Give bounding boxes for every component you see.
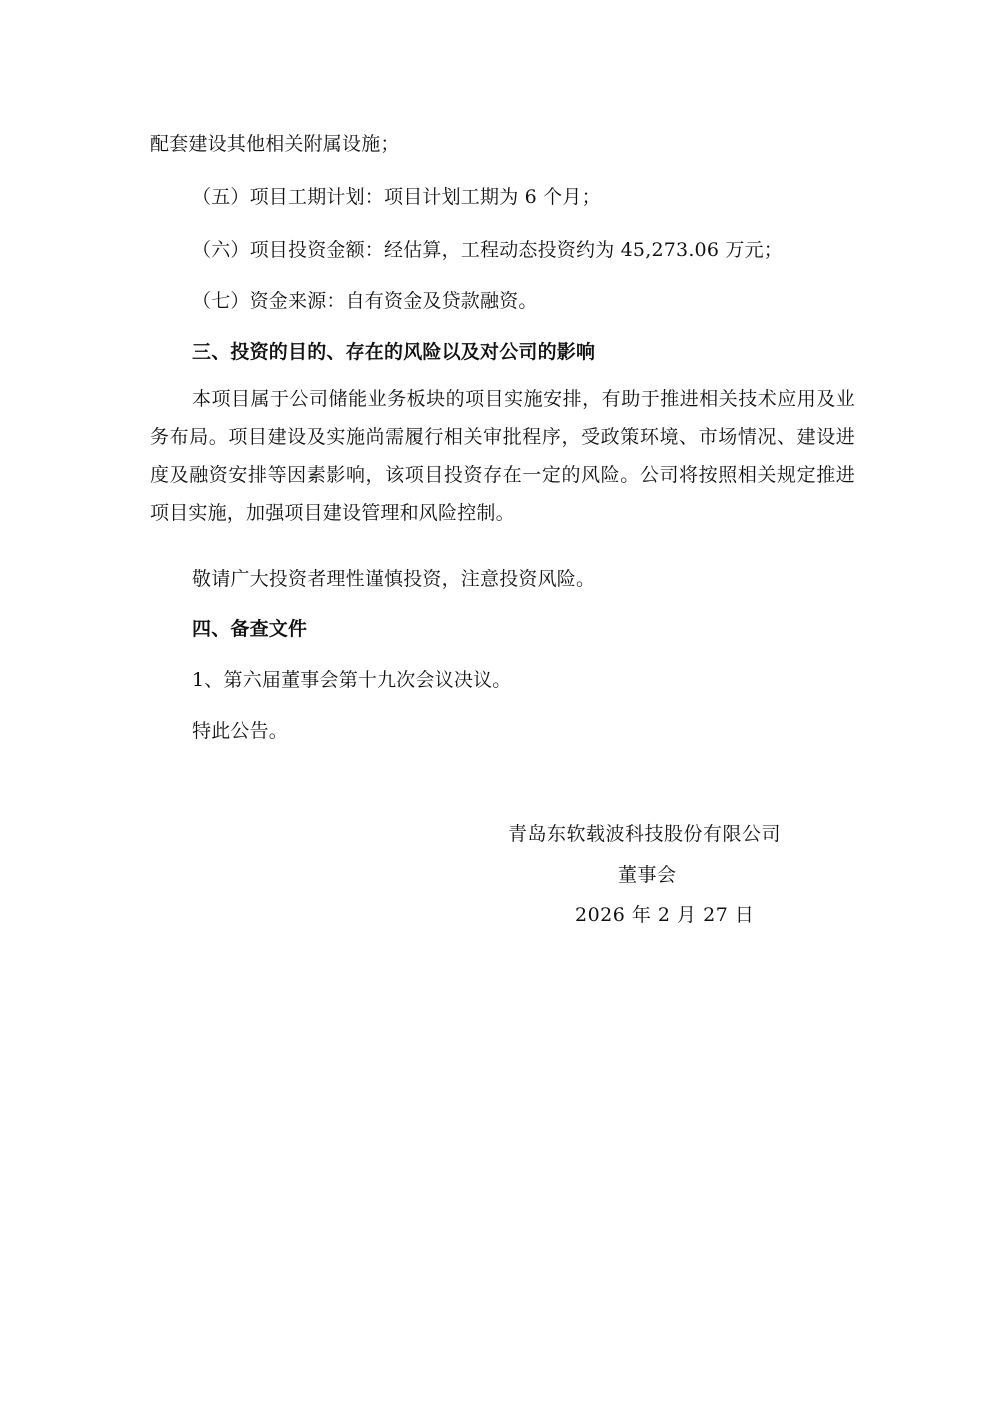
closing-statement: 特此公告。 xyxy=(192,720,289,742)
section-4-heading: 四、备查文件 xyxy=(192,618,308,640)
signature-board: 董事会 xyxy=(618,864,677,886)
continuation-line: 配套建设其他相关附属设施； xyxy=(150,133,400,155)
investor-notice: 敬请广大投资者理性谨慎投资，注意投资风险。 xyxy=(192,568,596,590)
item-funding-source: （七）资金来源：自有资金及贷款融资。 xyxy=(192,290,538,312)
section-3-paragraph: 本项目属于公司储能业务板块的项目实施安排，有助于推进相关技术应用及业务布局。项目建设及实施尚需履行相关审批程序，受政策环境、市场情况、建设进度及融资安排等因素影响，该项目投资存在一定的风险。公司将按照相关规定推进项目实施，加强项目建设管理和风险控制。 xyxy=(150,388,855,524)
section-3-heading: 三、投资的目的、存在的风险以及对公司的影响 xyxy=(192,341,596,363)
signature-date: 2026 年 2 月 27 日 xyxy=(575,904,755,926)
section-4-item-1: 1、第六届董事会第十九次会议决议。 xyxy=(192,669,512,691)
item-schedule: （五）项目工期计划：项目计划工期为 6 个月； xyxy=(192,186,601,208)
item-investment-amount: （六）项目投资金额：经估算，工程动态投资约为 45,273.06 万元； xyxy=(192,239,783,261)
signature-company: 青岛东软载波科技股份有限公司 xyxy=(508,823,782,845)
